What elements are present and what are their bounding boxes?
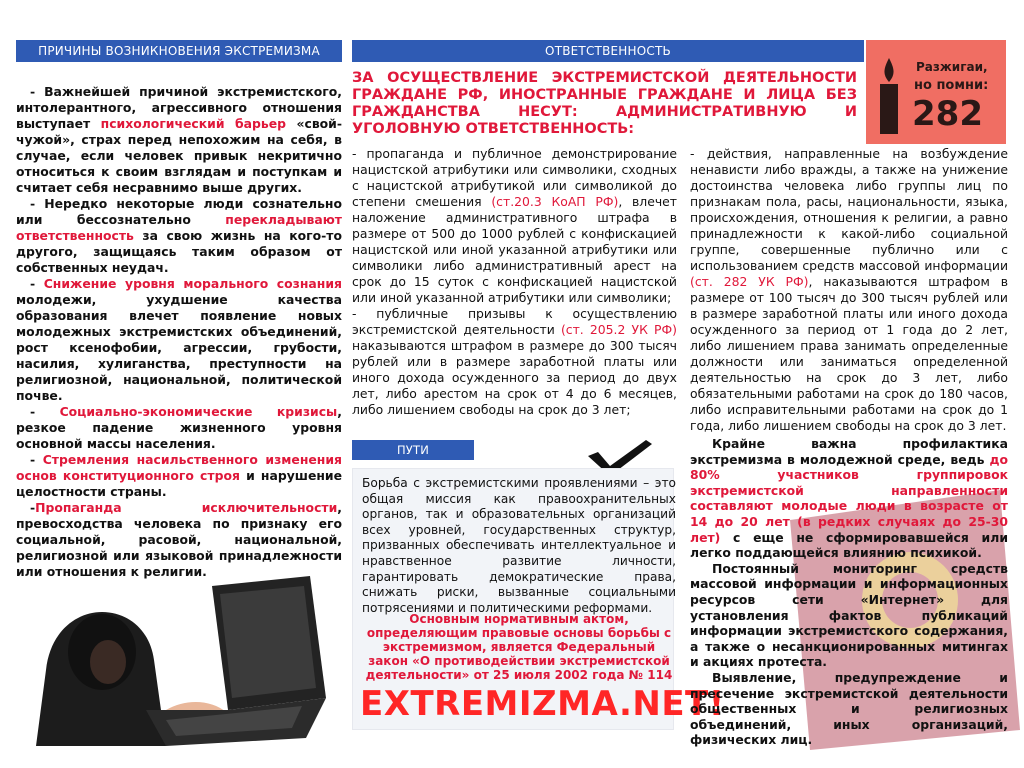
cause-paragraph: - Социально-экономические кризисы, резкое падение жизненного уровня основной массы населения. bbox=[16, 404, 342, 451]
responsibility-title: ОТВЕТСТВЕННОСТЬ bbox=[545, 44, 671, 58]
cause-paragraph bbox=[16, 196, 342, 276]
sticker-line1: Разжигаи, bbox=[916, 60, 988, 74]
cause-1-text-end: «свой-чужой», страх перед непохожим на себя, в случае, если человек привык некритично относиться к своим взглядам и поступкам и считает себя несравнимо выше других. bbox=[16, 116, 342, 195]
item-1-text: - пропаганда и публичное демонстрирование нацистской атрибутики или символики, сходных с нацистской атрибутикой или символикой до степени смешения bbox=[352, 146, 677, 209]
item-3-text: - действия, направленные на возбуждение ненависти либо вражды, а также на унижение достоинства человека либо группы лиц по признакам пола, расы, национальности, языка, происхождения, отношения к религии, а равно принадлежности к какой-либо социальной группе, совершенные публично или с использованием средств массовой информации bbox=[690, 146, 1008, 273]
item-2-text-end: наказываются штрафом в размере до 300 тысяч рублей или в размере заработной платы или иного дохода осужденного за период до двух лет, либо арестом на срок от 4 до 6 месяцев, либо лишением свободы на срок до 3 лет; bbox=[352, 338, 677, 417]
law-citation-282: (ст. 282 УК РФ) bbox=[690, 274, 809, 289]
item-2-text: - публичные призывы к осуществлению экстремистской деятельности bbox=[352, 306, 677, 337]
sticker-line3: 282 bbox=[912, 94, 983, 134]
cause-6-text: , превосходства человека по признаку его социальной, расовой, национальной, религиозной или языковой принадлежности или отношения к религии. bbox=[16, 500, 342, 579]
cause-paragraph: -Пропаганда исключительности, превосходства человека по признаку его социальной, расовой, национальной, религиозной или языковой принадлежности или отношения к религии. bbox=[16, 500, 342, 579]
responsibility-item-1 bbox=[352, 146, 677, 306]
cause-2-text-end: за свою жизнь на кого-то другого, защищаясь таким образом от собственных неудач. bbox=[16, 228, 342, 275]
sticker-line2: но помни: bbox=[914, 78, 989, 93]
cause-paragraph: - Снижение уровня морального сознания молодежи, ухудшение качества образования влечет появление новых молодежных экстремистских объединений, рост ксенофобии, агрессии, грубости, насилия, хулиганства, преступности на религиозной, национальной, политической почве. bbox=[16, 276, 342, 403]
ways-text: Борьба с экстремистскими проявлениями – это общая миссия как правоохранительных органов, так и образовательных организаций всех уровней, государственных структур, призванных обеспечивать интеллектуальное и нравственное развитие личности, гарантировать демократические права, снижать риски, вызванные социальными потрясениями и политическими реформами. bbox=[362, 476, 676, 615]
cause-4-text: , резкое падение жизненного уровня основной массы населения. bbox=[16, 404, 342, 451]
responsibility-heading: ЗА ОСУЩЕСТВЛЕНИЕ ЭКСТРЕМИСТСКОЙ ДЕЯТЕЛЬНОСТИ ГРАЖДАНЕ РФ, ИНОСТРАННЫЕ ГРАЖДАНЕ И ЛИЦА БЕЗ ГРАЖДАНСТВА НЕСУТ: АДМИНИСТРАТИВНУЮ И УГОЛОВНУЮ ОТВЕТСТВЕННОСТЬ: bbox=[352, 70, 857, 137]
cause-paragraph bbox=[16, 84, 342, 196]
responsibility-column-left bbox=[352, 146, 677, 418]
responsibility-column-right bbox=[690, 146, 1008, 434]
cause-5-text: и нарушение целостности страны. bbox=[16, 468, 343, 499]
causes-title: ПРИЧИНЫ ВОЗНИКНОВЕНИЯ ЭКСТРЕМИЗМА bbox=[38, 44, 320, 58]
responsibility-item-3 bbox=[690, 146, 1008, 434]
cause-4-highlight: Социально-экономические кризисы bbox=[59, 404, 338, 419]
brand-slogan: EXTREMIZMA.NET! bbox=[360, 684, 725, 724]
cause-1-text: - Важнейшей причиной экстремистского, интолерантного, агрессивного отношения выступает bbox=[16, 84, 342, 131]
responsibility-item-2 bbox=[352, 306, 677, 418]
hacker-photo bbox=[16, 560, 342, 746]
responsibility-title-bar bbox=[352, 40, 864, 62]
causes-text bbox=[16, 84, 342, 580]
cause-1-highlight: психологический барьер bbox=[100, 116, 286, 131]
law-citation-205: (ст. 205.2 УК РФ) bbox=[560, 322, 677, 337]
prevention-1-text-end: с еще не сформировавшейся или легко поддающейся влиянию психикой. bbox=[690, 529, 1008, 561]
prevention-1-text: Крайне важна профилактика экстремизма в молодежной среде, ведь bbox=[690, 436, 1008, 467]
cause-paragraph: - Стремления насильственного изменения основ конституционного строя и нарушение целостности страны. bbox=[16, 452, 343, 499]
cause-3-text: молодежи, ухудшение качества образования влечет появление новых молодежных экстремистских объединений, рост ксенофобии, агрессии, грубости, насилия, хулиганства, преступности на религиозной, национальной, политической почве. bbox=[16, 292, 342, 403]
cause-5-highlight: Стремления насильственного изменения основ конституционного строя bbox=[16, 452, 342, 483]
hacker-illustration bbox=[16, 560, 342, 746]
prevention-text bbox=[690, 436, 1008, 748]
cause-6-highlight: Пропаганда исключительности bbox=[35, 500, 338, 515]
ways-title: ПУТИ bbox=[396, 443, 430, 457]
federal-law-note: Основным нормативным актом, определяющим правовые основы борьбы с экстремизмом, является Федеральный закон «О противодействии экстремистской деятельности» от 25 июля 2002 года № 114 bbox=[365, 612, 673, 682]
cause-2-highlight: перекладывают ответственность bbox=[16, 212, 342, 243]
prevention-1-highlight: до 80% участников группировок экстремистской направленности составляют молодые люди в возрасте от 14 до 20 лет (в редких случаях до 25-30 лет) bbox=[690, 451, 1008, 545]
prevention-paragraph-2: Постоянный мониторинг средств массовой информации и информационных ресурсов сети «Интернет» для установления фактов публикаций информации экстремистского содержания, а также о несанкционированных митингах и акциях протеста. bbox=[690, 560, 1008, 670]
prevention-paragraph-3: Выявление, предупреждение и пресечение экстремистской деятельности общественных и религиозных объединений, иных организаций, физических лиц. bbox=[690, 669, 1008, 748]
item-1-text-end: , влечет наложение административного штрафа в размере от 500 до 1000 рублей с конфискацией нацистской или иной указанной атрибутики или символики либо административный арест на срок до 15 суток с конфискацией нацистской или иной указанной атрибутики или символики; bbox=[352, 194, 677, 305]
cause-3-highlight: Снижение уровня морального сознания bbox=[43, 276, 342, 291]
sticker-282 bbox=[866, 40, 1006, 144]
law-citation-koap: (ст.20.3 КоАП РФ) bbox=[491, 194, 619, 209]
item-3-text-end: , наказываются штрафом в размере от 100 тысяч до 300 тысяч рублей или в размере заработной платы или иного дохода осужденного за период от 1 года до 2 лет, либо лишением права занимать определенные должности или заниматься определенной деятельностью на срок до 3 лет, либо обязательными работами на срок до 180 часов, либо исправительными работами на срок до 1 года, либо лишением свободы на срок до 3 лет. bbox=[690, 274, 1009, 433]
causes-title-bar bbox=[16, 40, 342, 62]
cause-2-text: - Нередко некоторые люди сознательно или бессознательно bbox=[16, 196, 342, 227]
prevention-paragraph-1 bbox=[690, 436, 1008, 561]
ways-title-bar bbox=[352, 440, 474, 460]
